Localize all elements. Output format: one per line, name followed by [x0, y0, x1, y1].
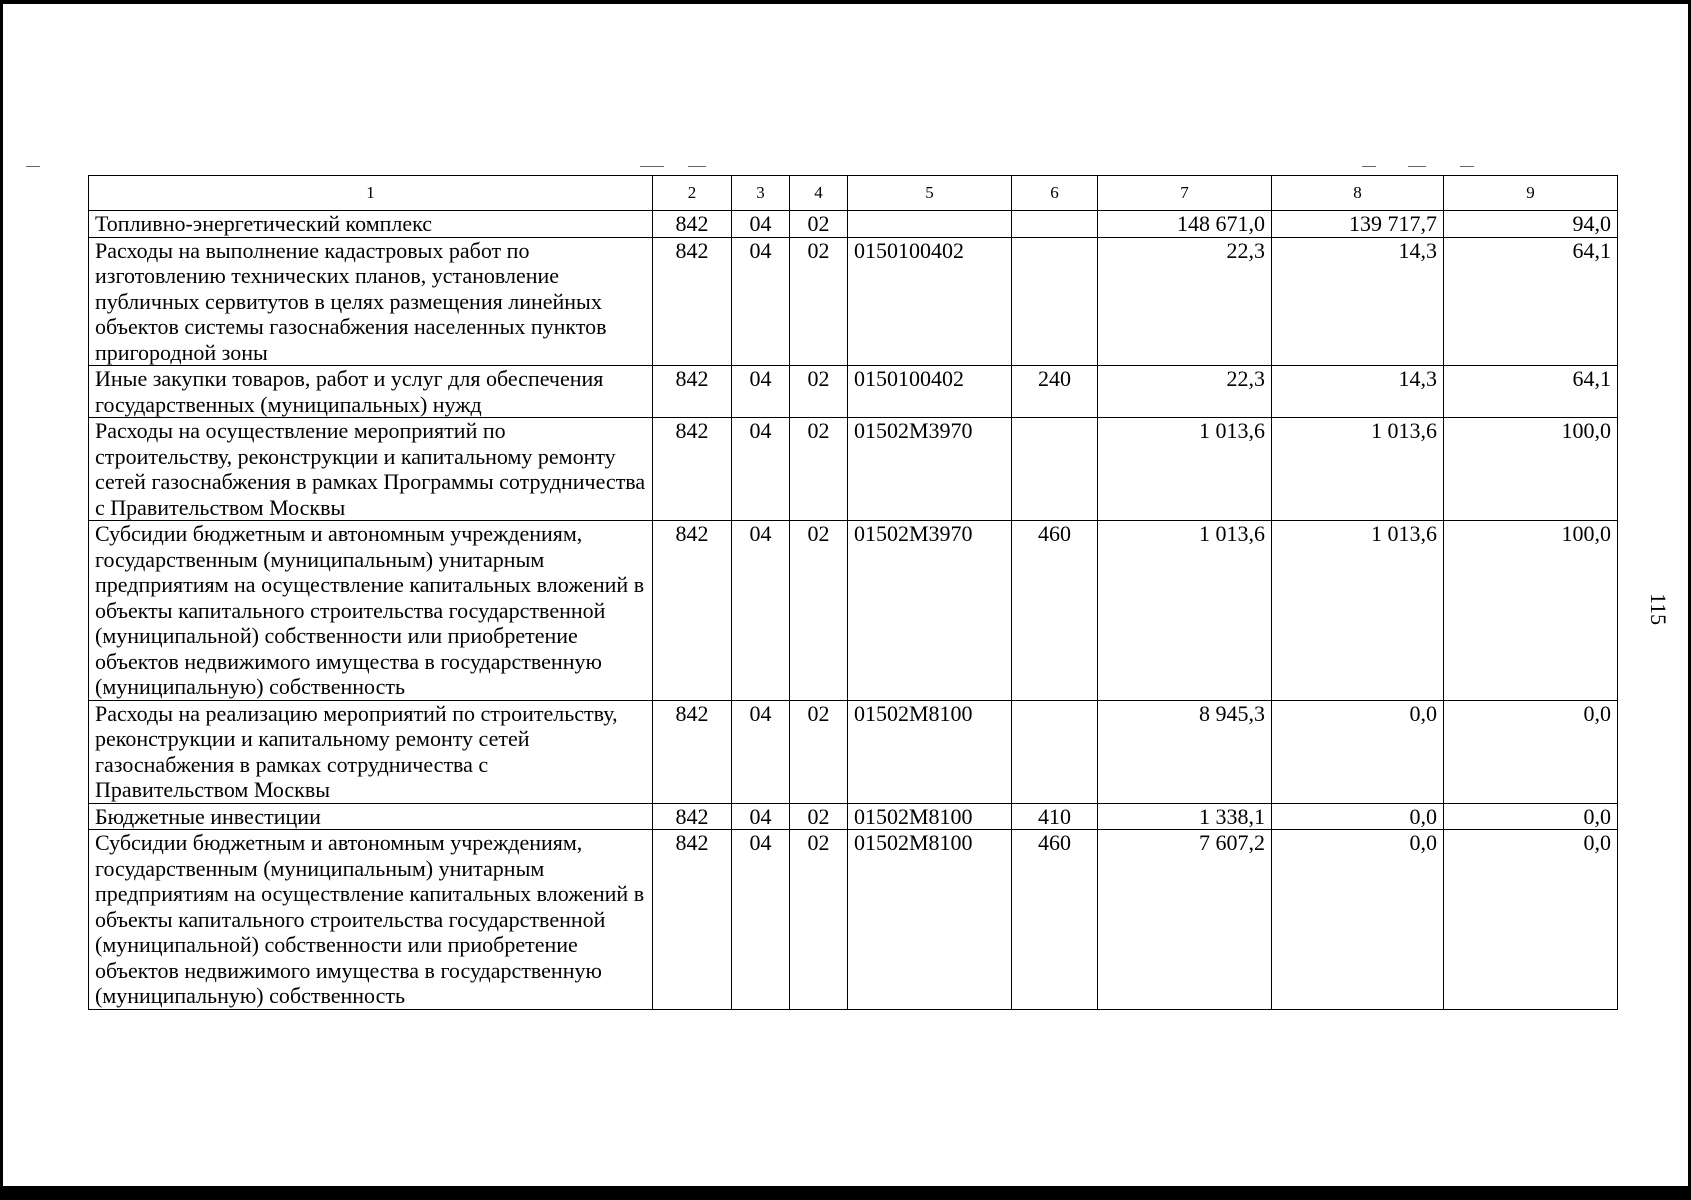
- scan-artifact: [1408, 166, 1426, 167]
- page-number: 115: [1646, 593, 1671, 626]
- section-code: 04: [732, 803, 790, 830]
- subsection-code: 02: [790, 237, 848, 366]
- scan-artifact: [26, 166, 40, 167]
- ministry-code: 842: [653, 366, 732, 418]
- column-header: 6: [1012, 176, 1098, 211]
- subsection-code: 02: [790, 830, 848, 1010]
- planned-amount: 22,3: [1098, 366, 1272, 418]
- execution-percent: 64,1: [1444, 366, 1618, 418]
- target-article-code: 0150100402: [848, 237, 1012, 366]
- executed-amount: 0,0: [1272, 700, 1444, 803]
- row-name: Топливно-энергетический комплекс: [89, 211, 653, 238]
- section-code: 04: [732, 521, 790, 701]
- execution-percent: 0,0: [1444, 830, 1618, 1010]
- column-header: 5: [848, 176, 1012, 211]
- expense-type-code: [1012, 211, 1098, 238]
- planned-amount: 1 013,6: [1098, 521, 1272, 701]
- expense-type-code: 460: [1012, 521, 1098, 701]
- column-header: 7: [1098, 176, 1272, 211]
- planned-amount: 1 013,6: [1098, 418, 1272, 521]
- target-article-code: 0150100402: [848, 366, 1012, 418]
- row-name: Субсидии бюджетным и автономным учреждениям, государственным (муниципальным) унитарным предприятиям на осуществление капитальных вложений в объекты капитального строительства государственной (муниципальной) собственности или приобретение объектов недвижимого имущества в государственную (муниципальную) собственность: [89, 830, 653, 1010]
- ministry-code: 842: [653, 237, 732, 366]
- ministry-code: 842: [653, 521, 732, 701]
- executed-amount: 139 717,7: [1272, 211, 1444, 238]
- expense-type-code: 240: [1012, 366, 1098, 418]
- execution-percent: 100,0: [1444, 418, 1618, 521]
- table-row: [89, 521, 1618, 701]
- execution-percent: 100,0: [1444, 521, 1618, 701]
- execution-percent: 0,0: [1444, 700, 1618, 803]
- ministry-code: 842: [653, 700, 732, 803]
- row-name: Расходы на реализацию мероприятий по строительству, реконструкции и капитальному ремонту сетей газоснабжения в рамках сотрудничества с Правительством Москвы: [89, 700, 653, 803]
- column-header: 9: [1444, 176, 1618, 211]
- executed-amount: 14,3: [1272, 366, 1444, 418]
- planned-amount: 1 338,1: [1098, 803, 1272, 830]
- planned-amount: 7 607,2: [1098, 830, 1272, 1010]
- column-header: 1: [89, 176, 653, 211]
- section-code: 04: [732, 366, 790, 418]
- section-code: 04: [732, 418, 790, 521]
- column-header: 8: [1272, 176, 1444, 211]
- executed-amount: 14,3: [1272, 237, 1444, 366]
- scan-artifact: [1460, 166, 1474, 167]
- subsection-code: 02: [790, 803, 848, 830]
- row-name: Бюджетные инвестиции: [89, 803, 653, 830]
- ministry-code: 842: [653, 211, 732, 238]
- expense-type-code: 460: [1012, 830, 1098, 1010]
- scan-artifact: [1362, 166, 1376, 167]
- row-name: Расходы на осуществление мероприятий по строительству, реконструкции и капитальному ремонту сетей газоснабжения в рамках Программы сотрудничества с Правительством Москвы: [89, 418, 653, 521]
- target-article-code: 01502M3970: [848, 521, 1012, 701]
- scan-artifact: [688, 166, 706, 167]
- table-row: [89, 211, 1618, 238]
- target-article-code: 01502M8100: [848, 830, 1012, 1010]
- column-header: 4: [790, 176, 848, 211]
- subsection-code: 02: [790, 700, 848, 803]
- subsection-code: 02: [790, 418, 848, 521]
- planned-amount: 22,3: [1098, 237, 1272, 366]
- planned-amount: 8 945,3: [1098, 700, 1272, 803]
- executed-amount: 1 013,6: [1272, 418, 1444, 521]
- scan-artifact: [640, 166, 664, 167]
- budget-table: [88, 175, 1618, 1010]
- target-article-code: 01502M8100: [848, 700, 1012, 803]
- executed-amount: 0,0: [1272, 830, 1444, 1010]
- target-article-code: 01502M3970: [848, 418, 1012, 521]
- target-article-code: [848, 211, 1012, 238]
- execution-percent: 64,1: [1444, 237, 1618, 366]
- row-name: Иные закупки товаров, работ и услуг для обеспечения государственных (муниципальных) нужд: [89, 366, 653, 418]
- execution-percent: 0,0: [1444, 803, 1618, 830]
- table-row: [89, 803, 1618, 830]
- expense-type-code: [1012, 418, 1098, 521]
- target-article-code: 01502M8100: [848, 803, 1012, 830]
- expense-type-code: [1012, 237, 1098, 366]
- table-row: [89, 830, 1618, 1010]
- table-row: [89, 700, 1618, 803]
- ministry-code: 842: [653, 418, 732, 521]
- column-number-header: [89, 176, 1618, 211]
- table-row: [89, 418, 1618, 521]
- subsection-code: 02: [790, 211, 848, 238]
- expense-type-code: [1012, 700, 1098, 803]
- ministry-code: 842: [653, 830, 732, 1010]
- executed-amount: 1 013,6: [1272, 521, 1444, 701]
- section-code: 04: [732, 700, 790, 803]
- planned-amount: 148 671,0: [1098, 211, 1272, 238]
- expense-type-code: 410: [1012, 803, 1098, 830]
- row-name: Субсидии бюджетным и автономным учреждениям, государственным (муниципальным) унитарным предприятиям на осуществление капитальных вложений в объекты капитального строительства государственной (муниципальной) собственности или приобретение объектов недвижимого имущества в государственную (муниципальную) собственность: [89, 521, 653, 701]
- section-code: 04: [732, 830, 790, 1010]
- column-header: 3: [732, 176, 790, 211]
- section-code: 04: [732, 211, 790, 238]
- table-row: [89, 366, 1618, 418]
- table-row: [89, 237, 1618, 366]
- section-code: 04: [732, 237, 790, 366]
- execution-percent: 94,0: [1444, 211, 1618, 238]
- subsection-code: 02: [790, 366, 848, 418]
- executed-amount: 0,0: [1272, 803, 1444, 830]
- row-name: Расходы на выполнение кадастровых работ по изготовлению технических планов, установление публичных сервитутов в целях размещения линейных объектов системы газоснабжения населенных пунктов пригородной зоны: [89, 237, 653, 366]
- subsection-code: 02: [790, 521, 848, 701]
- ministry-code: 842: [653, 803, 732, 830]
- column-header: 2: [653, 176, 732, 211]
